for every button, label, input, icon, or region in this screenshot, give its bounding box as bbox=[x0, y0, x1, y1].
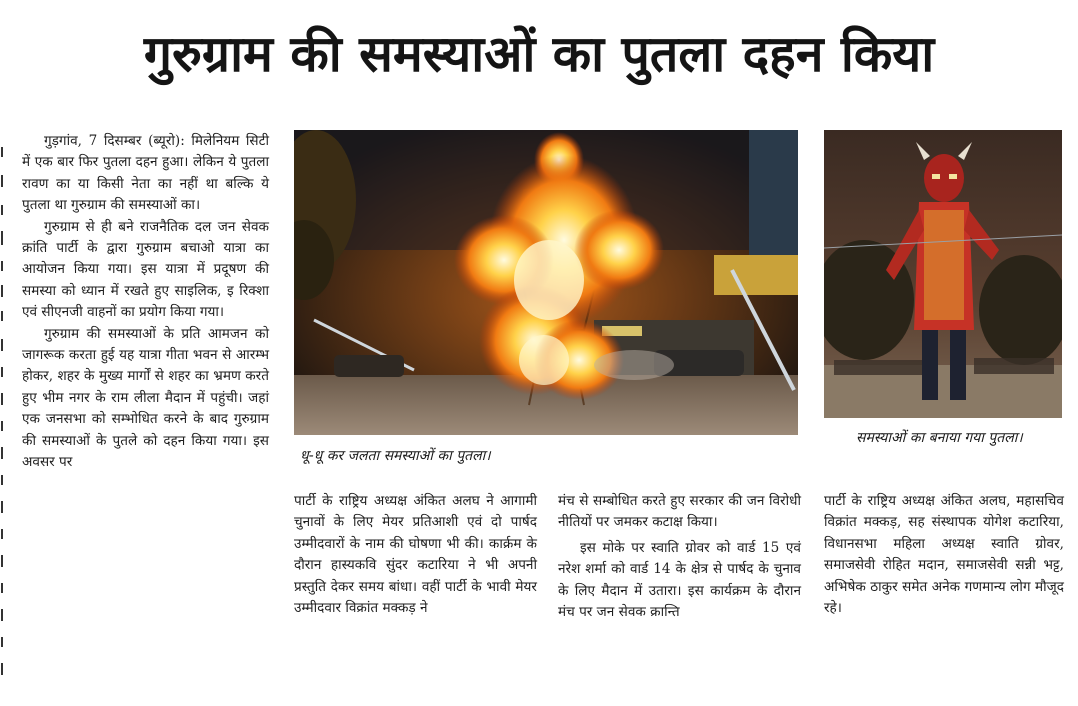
paragraph: गुरुग्राम से ही बने राजनैतिक दल जन सेवक क्रांति पार्टी के द्वारा गुरुग्राम बचाओ यात्रा का आयोजन किया गया। इस यात्रा में प्रदूषण की समस्या को ध्यान में रखते हुए साइलिक, इ रिक्शा एवं सीएनजी वाहनों का प्रयोग किया गया। bbox=[22, 218, 269, 321]
paragraph: मंच से सम्बोधित करते हुए सरकार की जन विरोधी नीतियों पर जमकर कटाक्ष किया। bbox=[558, 493, 801, 531]
burning-effigy-image bbox=[294, 130, 798, 435]
paragraph: गुरुग्राम की समस्याओं के प्रति आमजन को जागरूक करता हुई यह यात्रा गीता भवन से आरम्भ होकर, शहर के मुख्य मार्गों से शहर का भ्रमण करते हुए भीम नगर के राम लीला मैदान में पहुंची। जहां एक जनसभा को सम्भोधित करने के बाद गुरुग्राम की समस्याओं के पुतले को दहन किया गया। इस अवसर पर bbox=[22, 325, 269, 471]
paragraph: पार्टी के राष्ट्रिय अध्यक्ष अंकित अलघ ने आगामी चुनावों के लिए मेयर प्रतिआशी एवं दो पार्षद उम्मीदवारों के नाम की घोषणा भी की। कार्क्रम के दौरान हास्यकवि सुंदर कटारिया ने भी अपनी प्रस्तुति देकर समय बांधा। वहीं पार्टी के भावी मेयर उम्मीदवार विक्रांत मक्कड़ ने bbox=[294, 493, 537, 617]
article-column-2 bbox=[294, 491, 537, 691]
article-column-3 bbox=[558, 491, 801, 691]
effigy-photo-caption: समस्याओं का बनाया गया पुतला। bbox=[856, 430, 1023, 446]
article-column-4 bbox=[824, 491, 1064, 691]
article-column-1 bbox=[22, 131, 269, 691]
paragraph: पार्टी के राष्ट्रिय अध्यक्ष अंकित अलघ, महासचिव विक्रांत मक्कड़, सह संस्थापक योगेश कटारिया, विधानसभा महिला अध्यक्ष स्वाति ग्रोवर, समाजसेवी रोहित मदान, समाजसेवी सन्नी भट्ट, अभिषेक ठाकुर समेत अनेक गणमान्य लोग मौजूद रहे। bbox=[824, 493, 1064, 617]
burning-effigy-photo bbox=[294, 130, 798, 435]
dateline-paragraph: गुड़गांव, 7 दिसम्बर (ब्यूरो): मिलेनियम सिटी में एक बार फिर पुतला दहन हुआ। लेकिन ये पुतला रावण का या किसी नेता का नहीं था बल्कि ये पुतला था गुरुग्राम की समस्याओं का। bbox=[22, 133, 269, 214]
standing-effigy-photo bbox=[824, 130, 1062, 418]
paragraph: इस मोके पर स्वाति ग्रोवर को वार्ड 15 एवं नरेश शर्मा को वार्ड 14 के क्षेत्र से पार्षद के चुनाव के लिए मैदान में उतारा। इस कार्यक्रम के दौरान मंच पर जन सेवक क्रान्ति bbox=[558, 539, 801, 621]
standing-effigy-image bbox=[824, 130, 1062, 418]
adjacent-column-edge bbox=[0, 135, 8, 695]
headline: गुरुग्राम की समस्याओं का पुतला दहन किया bbox=[143, 25, 935, 83]
burning-photo-caption: धू-धू कर जलता समस्याओं का पुतला। bbox=[300, 448, 491, 464]
